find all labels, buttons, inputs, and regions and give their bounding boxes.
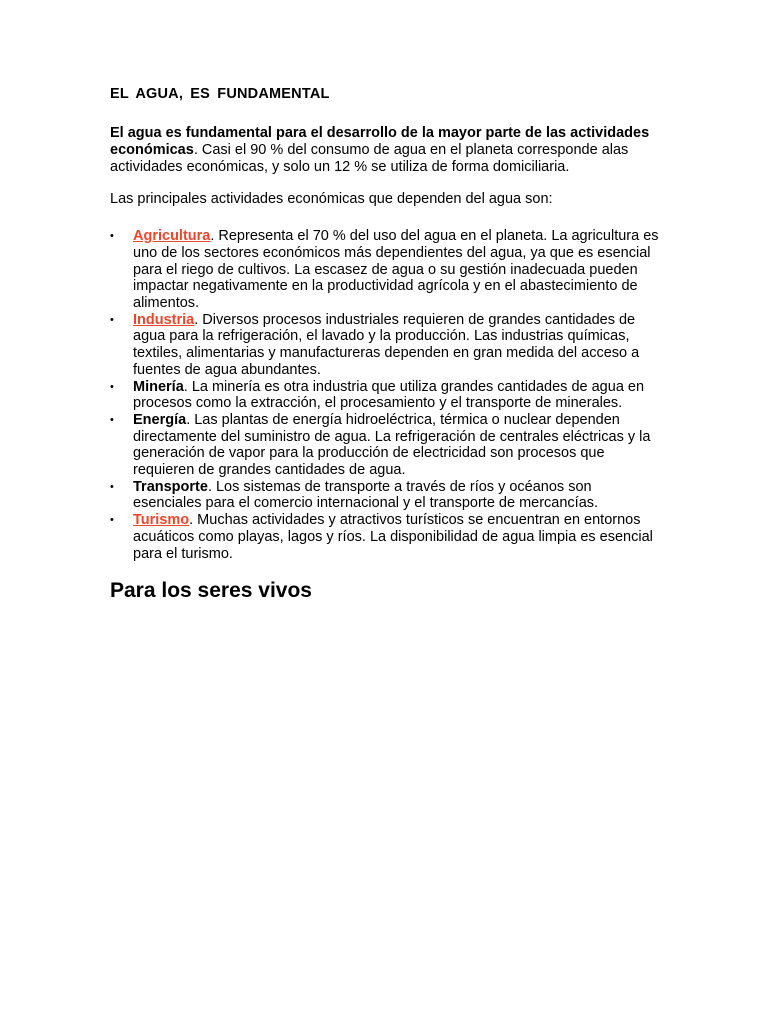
link-industria[interactable]: Industria: [133, 311, 195, 328]
term-transporte: Transporte: [133, 478, 208, 495]
term-mineria: Minería: [133, 378, 184, 395]
list-item-mineria: [110, 379, 662, 412]
list-item-agricultura: [110, 228, 662, 312]
list-item-text: . Representa el 70 % del uso del agua en el planeta. La agricultura es uno de los sectores económicos más dependientes del agua, ya que es esencial para el riego de cultivos. La escasez de agua o su gestión inadecuada pueden impactar negativamente en la productividad agrícola y en el abastecimiento de alimentos.: [133, 228, 659, 311]
bullet-icon: •: [110, 514, 114, 527]
document-title: EL AGUA, ES FUNDAMENTAL: [110, 86, 330, 102]
list-item-text: . La minería es otra industria que utiliza grandes cantidades de agua en procesos como la extracción, el procesamiento y el transporte de minerales.: [133, 378, 645, 412]
list-item-text: . Las plantas de energía hidroeléctrica, térmica o nuclear dependen directamente del suministro de agua. La refrigeración de centrales eléctricas y la generación de vapor para la producción de electricidad son procesos que requieren de grandes cantidades de agua.: [133, 411, 651, 479]
list-item-text: . Muchas actividades y atractivos turísticos se encuentran en entornos acuáticos como playas, lagos y ríos. La disponibilidad de agua limpia es esencial para el turismo.: [133, 512, 653, 562]
list-item-text: . Diversos procesos industriales requieren de grandes cantidades de agua para la refrigeración, el lavado y la producción. Las industrias químicas, textiles, alimentarias y manufactureras dependen en gran medida del acceso a fuentes de agua abundantes.: [133, 311, 640, 378]
bullet-icon: •: [110, 380, 114, 393]
document-page: [110, 86, 662, 604]
list-item-transporte: [110, 479, 662, 512]
link-agricultura[interactable]: Agricultura: [133, 228, 211, 245]
list-item-industria: [110, 312, 662, 379]
list-item-energia: [110, 412, 662, 479]
lead-paragraph: Las principales actividades económicas que dependen del agua son:: [110, 191, 553, 208]
bullet-icon: •: [110, 313, 114, 326]
intro-text: . Casi el 90 % del consumo de agua en el planeta corresponde alas actividades económicas, y solo un 12 % se utiliza de forma domiciliaria.: [110, 141, 629, 175]
bullet-icon: •: [110, 413, 114, 426]
list-item-turismo: [110, 512, 662, 562]
bullet-icon: •: [110, 230, 114, 243]
section-heading: Para los seres vivos: [110, 579, 312, 603]
bullet-icon: •: [110, 480, 114, 493]
list-item-text: . Los sistemas de transporte a través de ríos y océanos son esenciales para el comercio internacional y el transporte de mercancías.: [133, 478, 599, 512]
link-turismo[interactable]: Turismo: [133, 512, 190, 529]
intro-bold-text: El agua es fundamental para el desarrollo de la mayor parte de las actividades económicas: [110, 125, 650, 158]
term-energia: Energía: [133, 411, 187, 428]
intro-paragraph: [110, 125, 662, 175]
activities-list: [110, 228, 662, 562]
